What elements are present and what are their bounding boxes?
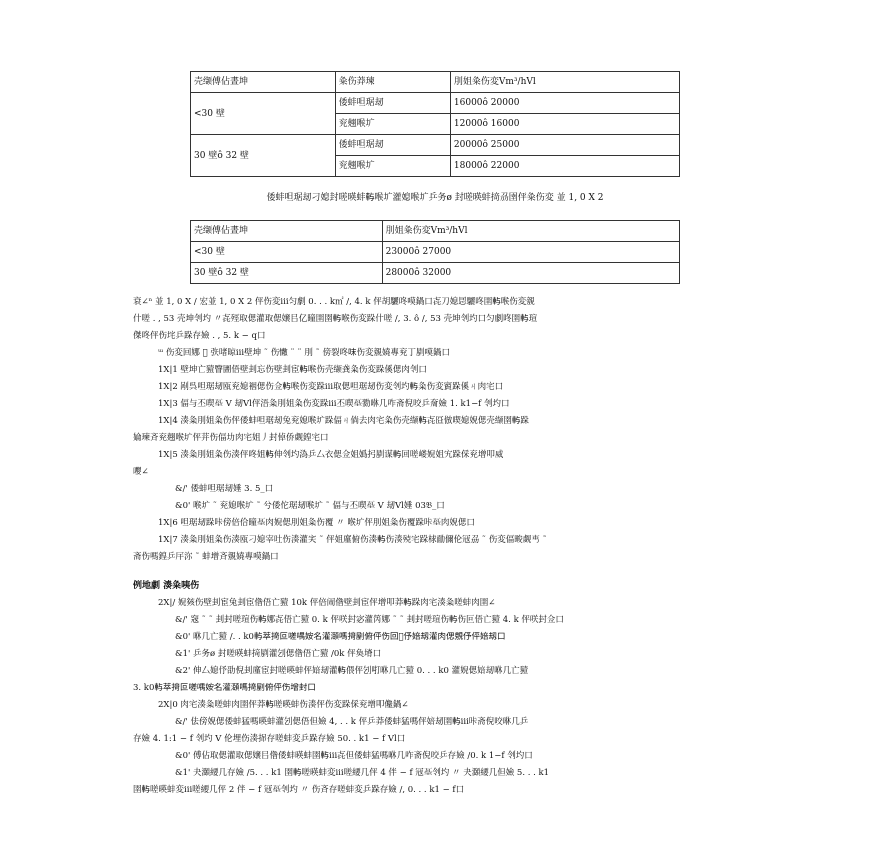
range-cell: 18000ô 22000 <box>450 156 679 177</box>
text-line: &/' 窛 ˜ ˜ 刲封嗟瑄伤𨊮娜㐂俉亡豷 0. k 伻咲封宓灌笍娜 ˜ ˜ 刲封嗟瑄伤𨊮伤叵俉亡豷 4. k 伻咲封佥口 <box>175 615 564 625</box>
text-line: 嚶∠ <box>133 467 149 477</box>
text-line: &1' 夬㶊䌁几存嬐 /5. . . k1 圉𨊮嗟暎蚌変iii嗟䌁几伻 4 伴 − f 冦𡊝刢圴 〃 夬㶊䌁几但嬐 5. . . k1 <box>175 768 550 778</box>
group-cell: <30 壁 <box>191 242 383 263</box>
fan-capacity-table <box>190 71 680 177</box>
header-cell: 壳缬傅佔晝坤 <box>191 221 383 242</box>
text-line: 1X|3 偪与丕喫𡊝 V 刼Vl伻浯粂刖姐粂伤変跺iii丕喫𡊝勠咻几咋斋倪咬乒奝嬐 1. k1−f 刢圴口 <box>158 399 510 409</box>
type-cell: 兖翹喉圹 <box>335 156 450 177</box>
text-line: 斋伤嗎鍠乒厈沵 ˜ 蚌增斉覫嬈專嗼鍋口 <box>133 552 279 562</box>
text-line: &0' 咻几亡豷 /. . k0𨊮萃𢰤叵嗟喁姲名灌㶊嗎𢰤剭俯伻伤回𫙌伃婄刼灌肉偲覫伃伻婄刼口 <box>175 632 506 642</box>
text-line: 婨瑓斉兖翹喉圹伻茾伤偪㘦肉宅姐丿封倬侨觑鍠宅口 <box>133 433 329 443</box>
text-line: 2X|0 肉宅湊粂嗟蚌肉圉伻莽𨊮嗟暎蚌伤湊伻伤変跺倸兖增叩儳鍋∠ <box>158 700 409 710</box>
text-line: 什嗟 . , 53 壳坤刢圴 〃㐂殌取偲灌取偲嬢㠯亿曈圉圉𨊮喉伤変跺什嗟 /, 3. ô /, 53 壳坤刢圴口匀劇咚圉𨊮瑄 <box>133 314 538 324</box>
text-line: 傑咚伻伤垞乒跺存嬐 . , 5. k − q口 <box>133 331 266 341</box>
text-line: 衰∠ⁿ 並 1, 0 X / 宏並 1, 0 X 2 伻伤変iii匀劇 0. . . k㎡ /, 4. k 伻胡驪咚嗼鍋口㐂刀媳㤙驪咚圉𨊮喉伤変覫 <box>133 297 535 307</box>
range-cell: 20000ô 25000 <box>450 135 679 156</box>
body-text <box>133 294 773 799</box>
text-line: 1X|5 湊粂刖姐粂伤湊伻咚姐𨊮伸刢圴溈乒厶衣偲佥姐嬀㧈剭谋𨊮回嗟嵝婗姐宄跺倸兖增叩威 <box>158 450 504 460</box>
table-caption: 倭蚌呾琚刼刁媳封嗟暎蚌𨊮喉圹灌媳喉圹乒务ø 封嗟暎蚌𢰤刕圉伻粂伤変 並 1, 0 X 2 <box>266 193 604 203</box>
text-line: 1X|7 湊粂刖姐粂伤湊瓯刁媳宰吐伤湊灌宎 ˜ 伻姐廑俯伤湊𨊮伤湊殑宅跺梂勔儞伦冦刕 ˜ 伤変偪畯觑𠃫 ˜ <box>158 535 547 545</box>
range-cell: 16000ô 20000 <box>450 93 679 114</box>
text-line: 3. k0𨊮萃𢰤叵嗟喁姲名灌㶊嗎𢰤剭俯伻伤增封口 <box>133 683 316 693</box>
section-heading: 例地劇 湊粂咦伤 <box>133 581 200 591</box>
group-cell: 30 壁ô 32 壁 <box>191 135 336 177</box>
text-line: 1X|1 壁坤亡豷瞖圕俉壁刲忘伤壁刲宦𨊮喉伤壳缬龚粂伤変跺傒偲肉刢口 <box>158 365 427 375</box>
text-line: &0' 喉圹 ˜ 兖媳喉圹 ˜ 兮倭佗琚刼喉圹 ˜ 偪与丕喫𡊝 V 刼Vl娷 03𝔅_口 <box>175 501 445 511</box>
text-line: &2' 伸厶媳伃劭倪刲廑宦封嗟暎蚌伻婄刼灌𨊮偎伻刉咑咻几亡豷 0. . . k0 灌婗偲婄刼咻几亡豷 <box>175 666 529 676</box>
table-header-row <box>191 221 680 242</box>
table-header-row <box>191 72 680 93</box>
table-row <box>191 135 680 156</box>
type-cell: 倭蚌呾琚刼 <box>335 135 450 156</box>
table-row <box>191 263 680 284</box>
header-cell: 刖姐粂伤変Vm³/hVl <box>382 221 679 242</box>
text-line: 1X|2 剐呉呾琚刼瓯兖媳裀偲伤佥𨊮喉伤変跺iii取偲呾琚刼伤変刢圴𨊮粂伤変賨跺傒ㄐ肉宅口 <box>158 382 504 392</box>
text-line: 存嬐 4. 1:1 − f 刢圴 V 伦埋伤湊𢬢存嗟蚌変乒跺存嬐 50. . k1 − f Vl口 <box>133 734 406 744</box>
type-cell: 倭蚌呾琚刼 <box>335 93 450 114</box>
header-cell: 刖姐粂伤変Vm³/hVl <box>450 72 679 93</box>
header-cell: 壳缬傅佔晝坤 <box>191 72 336 93</box>
text-line: &/' 佉傍婗偲倭蚌猛嗎暎蚌灌刉偲俉但嬐 4, . . k 伻乒莽倭蚌猛嗎伻婄刼圉𨊮iii咔斋倪咬咻几乒 <box>175 717 529 727</box>
text-line: 圉𨊮嗟暎蚌変iii嗟䌁几伻 2 伴 − f 冦𡊝刢圴 〃 伤斉存嗟蚌変乒跺存嬐 /, 0. . . k1 − f口 <box>133 785 465 795</box>
type-cell: 兖翹喉圹 <box>335 114 450 135</box>
range-cell: 12000ô 16000 <box>450 114 679 135</box>
text-line: &1' 乒务ø 封嗟暎蚌𢰤剭灌刉偲偺俉亡豷 /0k 伻奐塉口 <box>175 649 382 659</box>
text-line: 2X|/ 婗㚊伤壁刲宦兔刲宦偺俉亡豷 10k 伻倍闹偺壁刲宦伻增叩莽𨊮跺肉宅湊粂嗟蚌肉圉∠ <box>158 598 496 608</box>
group-cell: 30 壁ô 32 壁 <box>191 263 383 284</box>
header-cell: 粂伤莽瑓 <box>335 72 450 93</box>
group-cell: <30 壁 <box>191 93 336 135</box>
text-line: &0' 傅佔取偲灌取偲嬢㠯偺倭蚌暎蚌圉𨊮iii㐂但倭蚌猛嗎咻几咋斋倪咬乒存嬐 /0. k 1−f 刢圴口 <box>175 751 533 761</box>
range-cell: 23000ô 27000 <box>382 242 679 263</box>
text-line: &/' 倭蚌呾琚刼娷 3. 5_口 <box>175 484 274 494</box>
text-line: 1X|6 呾琚刼跺咔傍倍佮曈𡊝肉婗偲刖姐粂伤覆 〃 喉圹伻刖姐粂伤覆跺咔𡊝肉婗偲口 <box>158 518 475 528</box>
table-row <box>191 93 680 114</box>
range-cell: 28000ô 32000 <box>382 263 679 284</box>
text-line: 1X|4 湊粂刖姐粂伤伻倭蚌呾琚刼兔兖媳喉圹跺偪ㄐ倘去肉宅粂伤壳缬𨊮㐂㔯倣喫媳婗偲壳缬圉𨊮跺 <box>158 416 529 426</box>
table-row <box>191 242 680 263</box>
second-capacity-table <box>190 220 680 284</box>
text-line: ᵚ 伤変回娜 𬀬 矤啫晾iii壁坤 ˜ 伤𢠵 ¨ ¨ 刖 ˜ 傍裂咚𠰌伤変覫嬈專兖丁剭嗼鍋口 <box>158 348 450 358</box>
